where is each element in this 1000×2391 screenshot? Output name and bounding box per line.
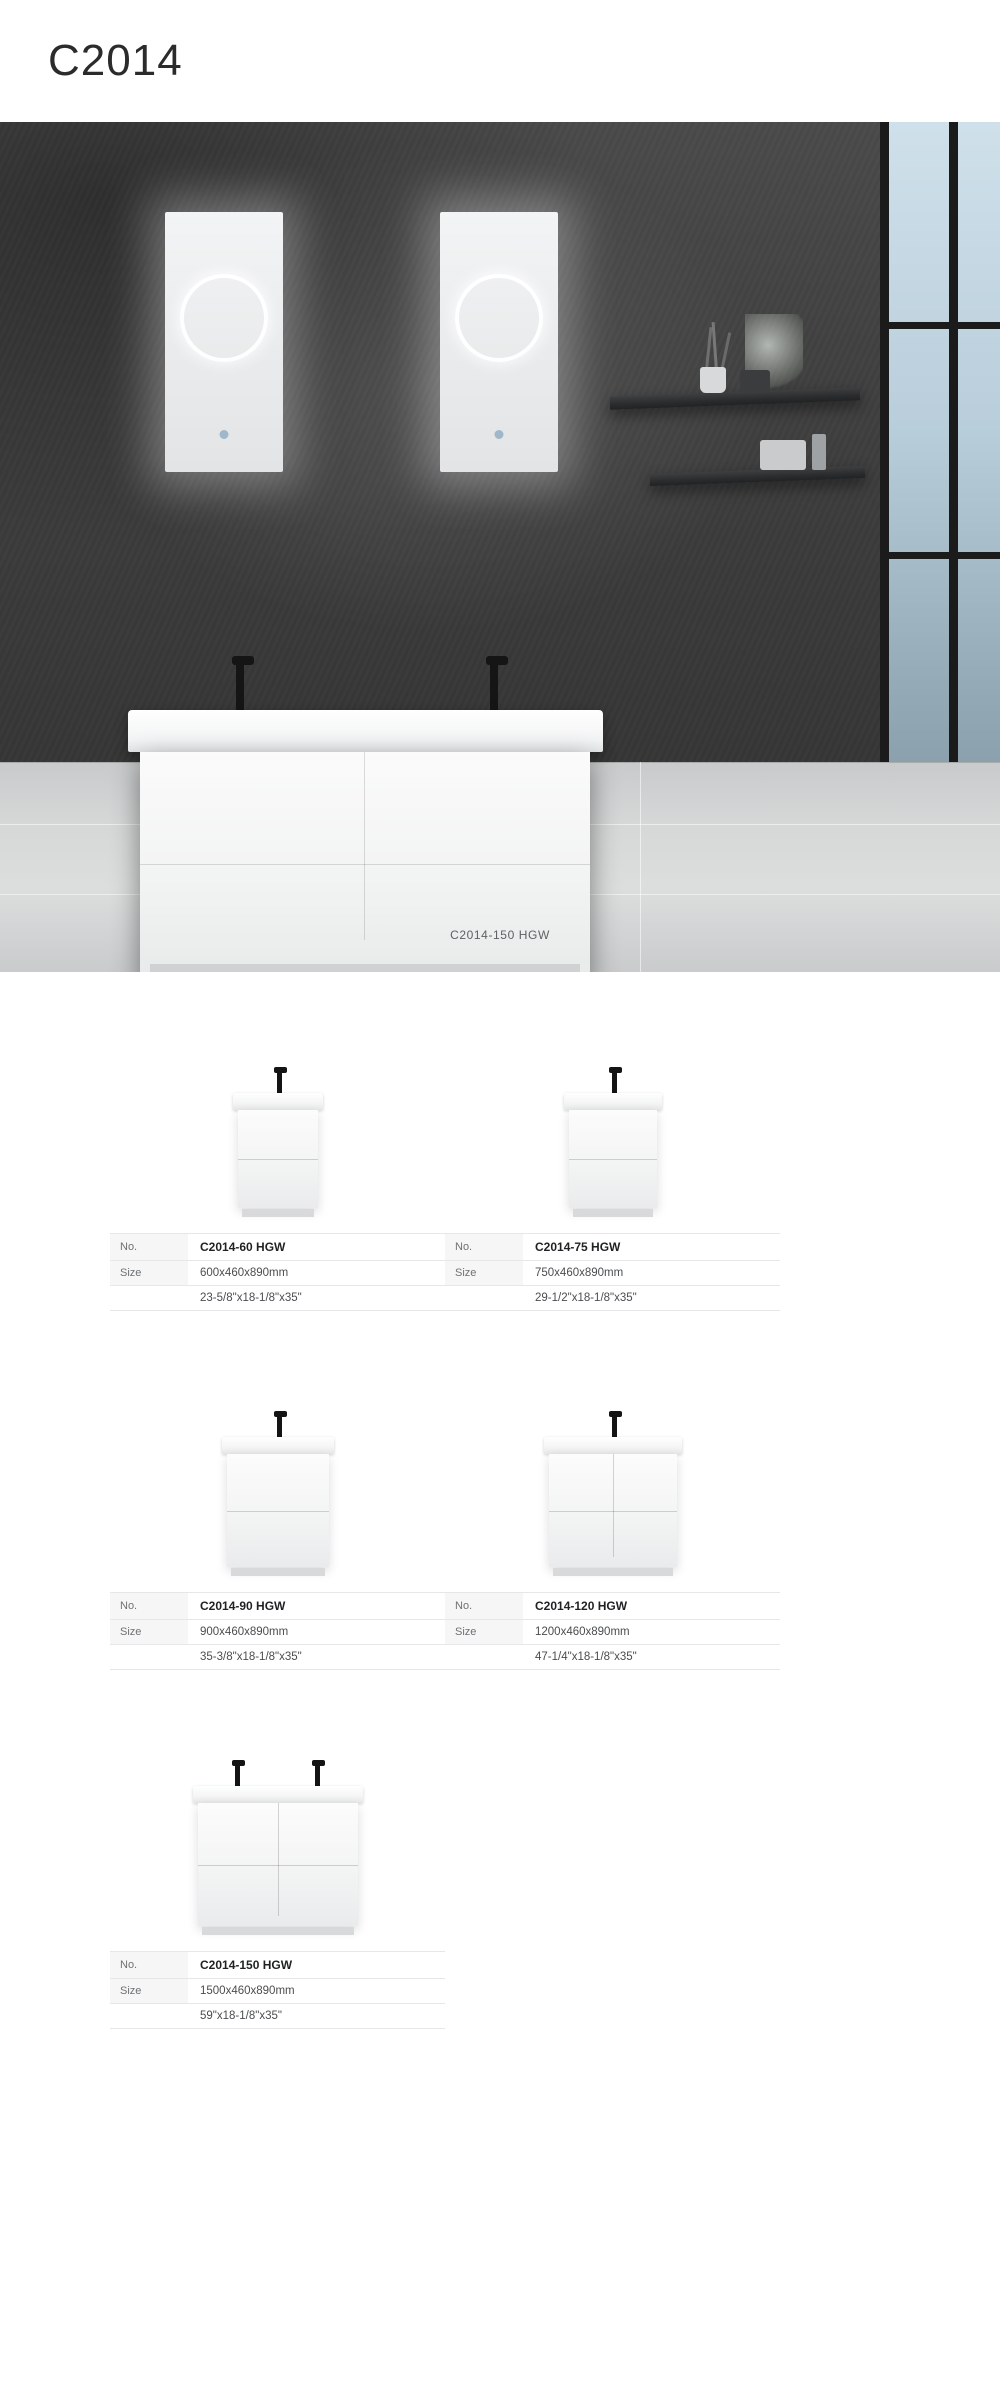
- spec-value-model: C2014-75 HGW: [535, 1240, 621, 1254]
- mirror-touch-sensor-icon: [220, 430, 229, 439]
- page-title: C2014: [48, 36, 183, 85]
- spec-value-size-in: 35-3/8"x18-1/8"x35": [200, 1651, 302, 1663]
- table-row: [110, 1261, 445, 1286]
- spec-label-no: No.: [110, 1593, 188, 1620]
- plinth: [242, 1209, 314, 1217]
- countertop: [233, 1093, 323, 1110]
- mirror-touch-sensor-icon: [495, 430, 504, 439]
- faucet-right: [490, 662, 498, 712]
- vanity-countertop: [128, 710, 603, 752]
- drawer-seam: [238, 1159, 318, 1160]
- page-header: [0, 0, 1000, 122]
- faucet-left-spout: [232, 656, 254, 665]
- led-mirror-right: [440, 212, 558, 472]
- spec-label-no: No.: [110, 1952, 188, 1979]
- table-row: [110, 1286, 445, 1311]
- faucet-left: [236, 662, 244, 712]
- spec-value-size-in: 59"x18-1/8"x35": [200, 2010, 282, 2022]
- drawer-seam: [569, 1159, 657, 1160]
- table-row: [445, 1261, 780, 1286]
- spec-value-model: C2014-150 HGW: [200, 1958, 293, 1972]
- table-row: [110, 1979, 445, 2004]
- spec-value-size-in: 23-5/8"x18-1/8"x35": [200, 1292, 302, 1304]
- spec-label-size: Size: [445, 1620, 523, 1645]
- vanity-illustration: [233, 1067, 323, 1217]
- spec-label-empty: [445, 1645, 523, 1670]
- product-row: [0, 1371, 1000, 1670]
- product-image-0: [110, 1012, 445, 1217]
- table-row: [445, 1593, 780, 1620]
- countertop: [193, 1786, 363, 1803]
- vanity-illustration: [193, 1760, 363, 1935]
- product-row: [0, 1730, 1000, 2029]
- faucet-spout-icon: [609, 1067, 622, 1073]
- table-row: [445, 1234, 780, 1261]
- table-row: [110, 1234, 445, 1261]
- spec-table-2: [110, 1592, 445, 1670]
- plinth: [573, 1209, 653, 1217]
- led-mirror-left: [165, 212, 283, 472]
- countertop: [544, 1437, 682, 1454]
- hero-caption: C2014-150 HGW: [450, 928, 550, 942]
- spec-table-0: [110, 1233, 445, 1311]
- countertop: [564, 1093, 662, 1110]
- table-row: [110, 1593, 445, 1620]
- cabinet-body: [569, 1110, 657, 1208]
- spec-label-no: No.: [110, 1234, 188, 1261]
- cabinet-center-seam: [613, 1454, 614, 1557]
- spec-value-size-mm: 750x460x890mm: [535, 1267, 624, 1279]
- cabinet-body: [198, 1803, 358, 1926]
- product-image-2: [110, 1371, 445, 1576]
- drawer-seam: [364, 752, 365, 940]
- cabinet-body: [549, 1454, 677, 1567]
- plinth: [202, 1927, 354, 1935]
- faucet-spout-icon: [232, 1760, 245, 1766]
- product-card-3: [445, 1371, 780, 1670]
- cabinet-body: [227, 1454, 329, 1567]
- spec-table-3: [445, 1592, 780, 1670]
- spec-label-size: Size: [110, 1261, 188, 1286]
- table-row: [110, 1620, 445, 1645]
- table-row: [110, 2004, 445, 2029]
- faucet-spout-icon: [312, 1760, 325, 1766]
- spec-value-model: C2014-60 HGW: [200, 1240, 286, 1254]
- vanity-illustration: [564, 1067, 662, 1217]
- folded-towel: [760, 440, 806, 470]
- spec-value-size-mm: 1200x460x890mm: [535, 1626, 630, 1638]
- table-row: [110, 1952, 445, 1979]
- faucet-right-spout: [486, 656, 508, 665]
- product-card-2: [110, 1371, 445, 1670]
- product-card-1: [445, 1012, 780, 1311]
- plinth: [231, 1568, 325, 1576]
- vanity-illustration: [222, 1411, 334, 1576]
- cabinet-center-seam: [278, 1803, 279, 1916]
- table-row: [445, 1645, 780, 1670]
- drawer-seam: [227, 1511, 329, 1512]
- shelf-bowl: [740, 370, 770, 393]
- drawer-seam: [140, 864, 590, 865]
- spec-value-model: C2014-120 HGW: [535, 1599, 628, 1613]
- spec-label-empty: [110, 1286, 188, 1311]
- window-mullion-horizontal: [880, 322, 1000, 329]
- spec-value-size-mm: 900x460x890mm: [200, 1626, 289, 1638]
- spec-table-1: [445, 1233, 780, 1311]
- product-image-4: [110, 1730, 445, 1935]
- product-row: [0, 1012, 1000, 1311]
- hero-image: [0, 122, 1000, 972]
- countertop: [222, 1437, 334, 1454]
- spec-label-no: No.: [445, 1234, 523, 1261]
- spec-label-empty: [110, 1645, 188, 1670]
- faucet-spout-icon: [274, 1411, 287, 1417]
- soap-dispenser: [812, 434, 826, 470]
- table-row: [445, 1620, 780, 1645]
- spec-label-size: Size: [110, 1979, 188, 2004]
- faucet-spout-icon: [274, 1067, 287, 1073]
- spec-label-empty: [445, 1286, 523, 1311]
- spec-table-4: [110, 1951, 445, 2029]
- plinth: [553, 1568, 673, 1576]
- mirror-ring-light-icon: [455, 274, 543, 362]
- mirror-ring-light-icon: [180, 274, 268, 362]
- row-spacer: [0, 1353, 1000, 1371]
- product-image-3: [445, 1371, 780, 1576]
- diffuser-bottle: [700, 367, 726, 393]
- product-card-0: [110, 1012, 445, 1311]
- spec-value-size-in: 47-1/4"x18-1/8"x35": [535, 1651, 637, 1663]
- spec-value-size-mm: 600x460x890mm: [200, 1267, 289, 1279]
- spec-label-size: Size: [445, 1261, 523, 1286]
- spec-label-size: Size: [110, 1620, 188, 1645]
- spec-value-size-mm: 1500x460x890mm: [200, 1985, 295, 1997]
- spec-label-empty: [110, 2004, 188, 2029]
- spec-label-no: No.: [445, 1593, 523, 1620]
- cabinet-body: [238, 1110, 318, 1208]
- spec-value-model: C2014-90 HGW: [200, 1599, 286, 1613]
- product-card-4: [110, 1730, 445, 2029]
- product-grid: [0, 972, 1000, 2131]
- vanity-plinth: [150, 964, 580, 972]
- table-row: [110, 1645, 445, 1670]
- table-row: [445, 1286, 780, 1311]
- product-image-1: [445, 1012, 780, 1217]
- window-mullion-horizontal: [880, 552, 1000, 559]
- row-spacer: [0, 1712, 1000, 1730]
- spec-value-size-in: 29-1/2"x18-1/8"x35": [535, 1292, 637, 1304]
- vanity-illustration: [544, 1411, 682, 1576]
- faucet-spout-icon: [609, 1411, 622, 1417]
